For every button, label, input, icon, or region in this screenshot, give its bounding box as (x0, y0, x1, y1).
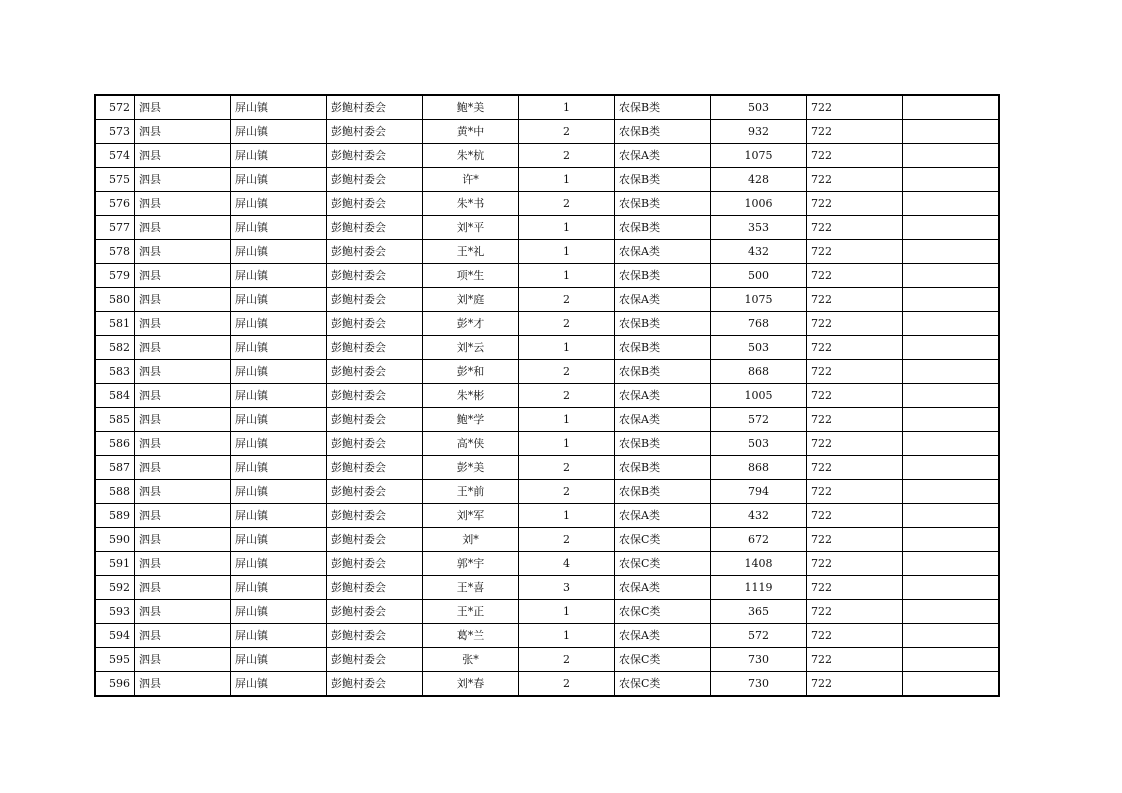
code-cell: 722 (807, 528, 903, 552)
row-number-cell: 596 (95, 672, 135, 697)
amount-cell: 1006 (711, 192, 807, 216)
row-number-cell: 583 (95, 360, 135, 384)
town-cell: 屏山镇 (231, 576, 327, 600)
table-row (95, 168, 999, 192)
name-cell: 刘*军 (423, 504, 519, 528)
table-body (95, 95, 999, 696)
village-committee-cell: 彭鲍村委会 (327, 192, 423, 216)
town-cell: 屏山镇 (231, 384, 327, 408)
row-number-cell: 581 (95, 312, 135, 336)
village-committee-cell: 彭鲍村委会 (327, 95, 423, 120)
row-number-cell: 588 (95, 480, 135, 504)
household-count-cell: 2 (519, 384, 615, 408)
household-count-cell: 2 (519, 288, 615, 312)
name-cell: 葛*兰 (423, 624, 519, 648)
insurance-category-cell: 农保A类 (615, 504, 711, 528)
insurance-category-cell: 农保B类 (615, 192, 711, 216)
household-count-cell: 1 (519, 264, 615, 288)
county-cell: 泗县 (135, 360, 231, 384)
table-row (95, 672, 999, 697)
town-cell: 屏山镇 (231, 288, 327, 312)
town-cell: 屏山镇 (231, 336, 327, 360)
name-cell: 项*生 (423, 264, 519, 288)
row-number-cell: 579 (95, 264, 135, 288)
table-row (95, 504, 999, 528)
table-row (95, 192, 999, 216)
insurance-category-cell: 农保B类 (615, 312, 711, 336)
beneficiary-table (94, 94, 1000, 697)
village-committee-cell: 彭鲍村委会 (327, 216, 423, 240)
code-cell: 722 (807, 456, 903, 480)
town-cell: 屏山镇 (231, 240, 327, 264)
row-number-cell: 572 (95, 95, 135, 120)
insurance-category-cell: 农保A类 (615, 144, 711, 168)
insurance-category-cell: 农保B类 (615, 95, 711, 120)
amount-cell: 768 (711, 312, 807, 336)
amount-cell: 500 (711, 264, 807, 288)
row-number-cell: 592 (95, 576, 135, 600)
name-cell: 王*礼 (423, 240, 519, 264)
amount-cell: 353 (711, 216, 807, 240)
remarks-cell (903, 168, 1000, 192)
county-cell: 泗县 (135, 552, 231, 576)
amount-cell: 730 (711, 648, 807, 672)
remarks-cell (903, 216, 1000, 240)
amount-cell: 730 (711, 672, 807, 697)
name-cell: 刘* (423, 528, 519, 552)
amount-cell: 572 (711, 408, 807, 432)
remarks-cell (903, 264, 1000, 288)
name-cell: 高*侠 (423, 432, 519, 456)
remarks-cell (903, 240, 1000, 264)
table-row (95, 360, 999, 384)
table-row (95, 312, 999, 336)
name-cell: 张* (423, 648, 519, 672)
town-cell: 屏山镇 (231, 264, 327, 288)
row-number-cell: 593 (95, 600, 135, 624)
table-row (95, 384, 999, 408)
insurance-category-cell: 农保C类 (615, 528, 711, 552)
village-committee-cell: 彭鲍村委会 (327, 480, 423, 504)
household-count-cell: 1 (519, 600, 615, 624)
household-count-cell: 2 (519, 528, 615, 552)
county-cell: 泗县 (135, 504, 231, 528)
amount-cell: 1408 (711, 552, 807, 576)
town-cell: 屏山镇 (231, 552, 327, 576)
town-cell: 屏山镇 (231, 456, 327, 480)
county-cell: 泗县 (135, 216, 231, 240)
name-cell: 黄*中 (423, 120, 519, 144)
remarks-cell (903, 624, 1000, 648)
town-cell: 屏山镇 (231, 480, 327, 504)
county-cell: 泗县 (135, 624, 231, 648)
remarks-cell (903, 384, 1000, 408)
village-committee-cell: 彭鲍村委会 (327, 528, 423, 552)
row-number-cell: 576 (95, 192, 135, 216)
county-cell: 泗县 (135, 120, 231, 144)
remarks-cell (903, 600, 1000, 624)
town-cell: 屏山镇 (231, 408, 327, 432)
household-count-cell: 2 (519, 120, 615, 144)
name-cell: 鲍*美 (423, 95, 519, 120)
name-cell: 朱*杭 (423, 144, 519, 168)
row-number-cell: 582 (95, 336, 135, 360)
town-cell: 屏山镇 (231, 120, 327, 144)
insurance-category-cell: 农保A类 (615, 408, 711, 432)
county-cell: 泗县 (135, 528, 231, 552)
table-row (95, 480, 999, 504)
code-cell: 722 (807, 144, 903, 168)
insurance-category-cell: 农保A类 (615, 624, 711, 648)
amount-cell: 503 (711, 336, 807, 360)
row-number-cell: 575 (95, 168, 135, 192)
remarks-cell (903, 432, 1000, 456)
row-number-cell: 585 (95, 408, 135, 432)
amount-cell: 365 (711, 600, 807, 624)
household-count-cell: 1 (519, 624, 615, 648)
amount-cell: 1005 (711, 384, 807, 408)
household-count-cell: 2 (519, 480, 615, 504)
code-cell: 722 (807, 576, 903, 600)
county-cell: 泗县 (135, 432, 231, 456)
remarks-cell (903, 336, 1000, 360)
town-cell: 屏山镇 (231, 624, 327, 648)
code-cell: 722 (807, 648, 903, 672)
amount-cell: 932 (711, 120, 807, 144)
remarks-cell (903, 360, 1000, 384)
row-number-cell: 589 (95, 504, 135, 528)
code-cell: 722 (807, 288, 903, 312)
code-cell: 722 (807, 552, 903, 576)
county-cell: 泗县 (135, 480, 231, 504)
row-number-cell: 590 (95, 528, 135, 552)
county-cell: 泗县 (135, 576, 231, 600)
county-cell: 泗县 (135, 456, 231, 480)
insurance-category-cell: 农保C类 (615, 552, 711, 576)
name-cell: 彭*才 (423, 312, 519, 336)
row-number-cell: 595 (95, 648, 135, 672)
village-committee-cell: 彭鲍村委会 (327, 552, 423, 576)
code-cell: 722 (807, 360, 903, 384)
table-row (95, 648, 999, 672)
remarks-cell (903, 552, 1000, 576)
village-committee-cell: 彭鲍村委会 (327, 120, 423, 144)
row-number-cell: 577 (95, 216, 135, 240)
household-count-cell: 2 (519, 312, 615, 336)
table-row (95, 552, 999, 576)
name-cell: 郭*宇 (423, 552, 519, 576)
county-cell: 泗县 (135, 312, 231, 336)
code-cell: 722 (807, 432, 903, 456)
household-count-cell: 1 (519, 336, 615, 360)
amount-cell: 428 (711, 168, 807, 192)
name-cell: 王*前 (423, 480, 519, 504)
insurance-category-cell: 农保C类 (615, 648, 711, 672)
row-number-cell: 591 (95, 552, 135, 576)
insurance-category-cell: 农保C类 (615, 672, 711, 697)
table-row (95, 288, 999, 312)
village-committee-cell: 彭鲍村委会 (327, 240, 423, 264)
name-cell: 彭*和 (423, 360, 519, 384)
name-cell: 刘*庭 (423, 288, 519, 312)
town-cell: 屏山镇 (231, 312, 327, 336)
code-cell: 722 (807, 95, 903, 120)
town-cell: 屏山镇 (231, 504, 327, 528)
village-committee-cell: 彭鲍村委会 (327, 504, 423, 528)
table-row (95, 432, 999, 456)
table-row (95, 120, 999, 144)
insurance-category-cell: 农保B类 (615, 432, 711, 456)
code-cell: 722 (807, 408, 903, 432)
town-cell: 屏山镇 (231, 528, 327, 552)
name-cell: 刘*云 (423, 336, 519, 360)
code-cell: 722 (807, 480, 903, 504)
village-committee-cell: 彭鲍村委会 (327, 144, 423, 168)
amount-cell: 868 (711, 456, 807, 480)
table-row (95, 624, 999, 648)
remarks-cell (903, 504, 1000, 528)
county-cell: 泗县 (135, 384, 231, 408)
village-committee-cell: 彭鲍村委会 (327, 360, 423, 384)
name-cell: 许* (423, 168, 519, 192)
row-number-cell: 594 (95, 624, 135, 648)
row-number-cell: 578 (95, 240, 135, 264)
row-number-cell: 573 (95, 120, 135, 144)
household-count-cell: 4 (519, 552, 615, 576)
amount-cell: 1119 (711, 576, 807, 600)
name-cell: 王*喜 (423, 576, 519, 600)
household-count-cell: 2 (519, 456, 615, 480)
code-cell: 722 (807, 312, 903, 336)
amount-cell: 572 (711, 624, 807, 648)
name-cell: 朱*书 (423, 192, 519, 216)
town-cell: 屏山镇 (231, 192, 327, 216)
row-number-cell: 584 (95, 384, 135, 408)
town-cell: 屏山镇 (231, 672, 327, 697)
town-cell: 屏山镇 (231, 360, 327, 384)
table-row (95, 528, 999, 552)
remarks-cell (903, 408, 1000, 432)
insurance-category-cell: 农保B类 (615, 168, 711, 192)
town-cell: 屏山镇 (231, 648, 327, 672)
name-cell: 彭*美 (423, 456, 519, 480)
remarks-cell (903, 312, 1000, 336)
village-committee-cell: 彭鲍村委会 (327, 168, 423, 192)
village-committee-cell: 彭鲍村委会 (327, 672, 423, 697)
amount-cell: 794 (711, 480, 807, 504)
household-count-cell: 2 (519, 360, 615, 384)
amount-cell: 672 (711, 528, 807, 552)
amount-cell: 503 (711, 432, 807, 456)
remarks-cell (903, 672, 1000, 697)
town-cell: 屏山镇 (231, 95, 327, 120)
household-count-cell: 1 (519, 504, 615, 528)
row-number-cell: 587 (95, 456, 135, 480)
code-cell: 722 (807, 216, 903, 240)
name-cell: 朱*彬 (423, 384, 519, 408)
county-cell: 泗县 (135, 240, 231, 264)
insurance-category-cell: 农保A类 (615, 288, 711, 312)
village-committee-cell: 彭鲍村委会 (327, 312, 423, 336)
household-count-cell: 3 (519, 576, 615, 600)
insurance-category-cell: 农保B类 (615, 336, 711, 360)
row-number-cell: 586 (95, 432, 135, 456)
insurance-category-cell: 农保B类 (615, 216, 711, 240)
village-committee-cell: 彭鲍村委会 (327, 456, 423, 480)
household-count-cell: 2 (519, 192, 615, 216)
remarks-cell (903, 648, 1000, 672)
village-committee-cell: 彭鲍村委会 (327, 600, 423, 624)
town-cell: 屏山镇 (231, 432, 327, 456)
amount-cell: 503 (711, 95, 807, 120)
name-cell: 鲍*学 (423, 408, 519, 432)
household-count-cell: 1 (519, 432, 615, 456)
remarks-cell (903, 288, 1000, 312)
county-cell: 泗县 (135, 95, 231, 120)
town-cell: 屏山镇 (231, 144, 327, 168)
table-row (95, 336, 999, 360)
code-cell: 722 (807, 336, 903, 360)
amount-cell: 432 (711, 240, 807, 264)
household-count-cell: 1 (519, 216, 615, 240)
name-cell: 刘*平 (423, 216, 519, 240)
county-cell: 泗县 (135, 168, 231, 192)
remarks-cell (903, 144, 1000, 168)
village-committee-cell: 彭鲍村委会 (327, 432, 423, 456)
table-row (95, 600, 999, 624)
household-count-cell: 2 (519, 648, 615, 672)
village-committee-cell: 彭鲍村委会 (327, 576, 423, 600)
insurance-category-cell: 农保B类 (615, 360, 711, 384)
code-cell: 722 (807, 168, 903, 192)
village-committee-cell: 彭鲍村委会 (327, 288, 423, 312)
household-count-cell: 2 (519, 144, 615, 168)
county-cell: 泗县 (135, 144, 231, 168)
code-cell: 722 (807, 120, 903, 144)
remarks-cell (903, 576, 1000, 600)
remarks-cell (903, 480, 1000, 504)
amount-cell: 432 (711, 504, 807, 528)
code-cell: 722 (807, 384, 903, 408)
table-row (95, 216, 999, 240)
table-row (95, 144, 999, 168)
county-cell: 泗县 (135, 288, 231, 312)
village-committee-cell: 彭鲍村委会 (327, 264, 423, 288)
household-count-cell: 2 (519, 672, 615, 697)
insurance-category-cell: 农保B类 (615, 480, 711, 504)
name-cell: 王*正 (423, 600, 519, 624)
remarks-cell (903, 120, 1000, 144)
remarks-cell (903, 456, 1000, 480)
amount-cell: 868 (711, 360, 807, 384)
household-count-cell: 1 (519, 95, 615, 120)
town-cell: 屏山镇 (231, 600, 327, 624)
household-count-cell: 1 (519, 408, 615, 432)
table-row (95, 408, 999, 432)
household-count-cell: 1 (519, 168, 615, 192)
town-cell: 屏山镇 (231, 168, 327, 192)
insurance-category-cell: 农保B类 (615, 456, 711, 480)
row-number-cell: 574 (95, 144, 135, 168)
amount-cell: 1075 (711, 288, 807, 312)
household-count-cell: 1 (519, 240, 615, 264)
row-number-cell: 580 (95, 288, 135, 312)
table-row (95, 240, 999, 264)
insurance-category-cell: 农保B类 (615, 264, 711, 288)
town-cell: 屏山镇 (231, 216, 327, 240)
code-cell: 722 (807, 264, 903, 288)
name-cell: 刘*春 (423, 672, 519, 697)
amount-cell: 1075 (711, 144, 807, 168)
remarks-cell (903, 528, 1000, 552)
insurance-category-cell: 农保A类 (615, 576, 711, 600)
village-committee-cell: 彭鲍村委会 (327, 624, 423, 648)
code-cell: 722 (807, 624, 903, 648)
village-committee-cell: 彭鲍村委会 (327, 336, 423, 360)
village-committee-cell: 彭鲍村委会 (327, 384, 423, 408)
remarks-cell (903, 192, 1000, 216)
county-cell: 泗县 (135, 648, 231, 672)
code-cell: 722 (807, 504, 903, 528)
insurance-category-cell: 农保B类 (615, 120, 711, 144)
insurance-category-cell: 农保C类 (615, 600, 711, 624)
county-cell: 泗县 (135, 600, 231, 624)
code-cell: 722 (807, 600, 903, 624)
county-cell: 泗县 (135, 192, 231, 216)
code-cell: 722 (807, 672, 903, 697)
code-cell: 722 (807, 192, 903, 216)
county-cell: 泗县 (135, 336, 231, 360)
table-row (95, 95, 999, 120)
county-cell: 泗县 (135, 264, 231, 288)
table-row (95, 576, 999, 600)
insurance-category-cell: 农保A类 (615, 384, 711, 408)
county-cell: 泗县 (135, 672, 231, 697)
code-cell: 722 (807, 240, 903, 264)
village-committee-cell: 彭鲍村委会 (327, 648, 423, 672)
county-cell: 泗县 (135, 408, 231, 432)
table-row (95, 456, 999, 480)
village-committee-cell: 彭鲍村委会 (327, 408, 423, 432)
remarks-cell (903, 95, 1000, 120)
table-row (95, 264, 999, 288)
insurance-category-cell: 农保A类 (615, 240, 711, 264)
